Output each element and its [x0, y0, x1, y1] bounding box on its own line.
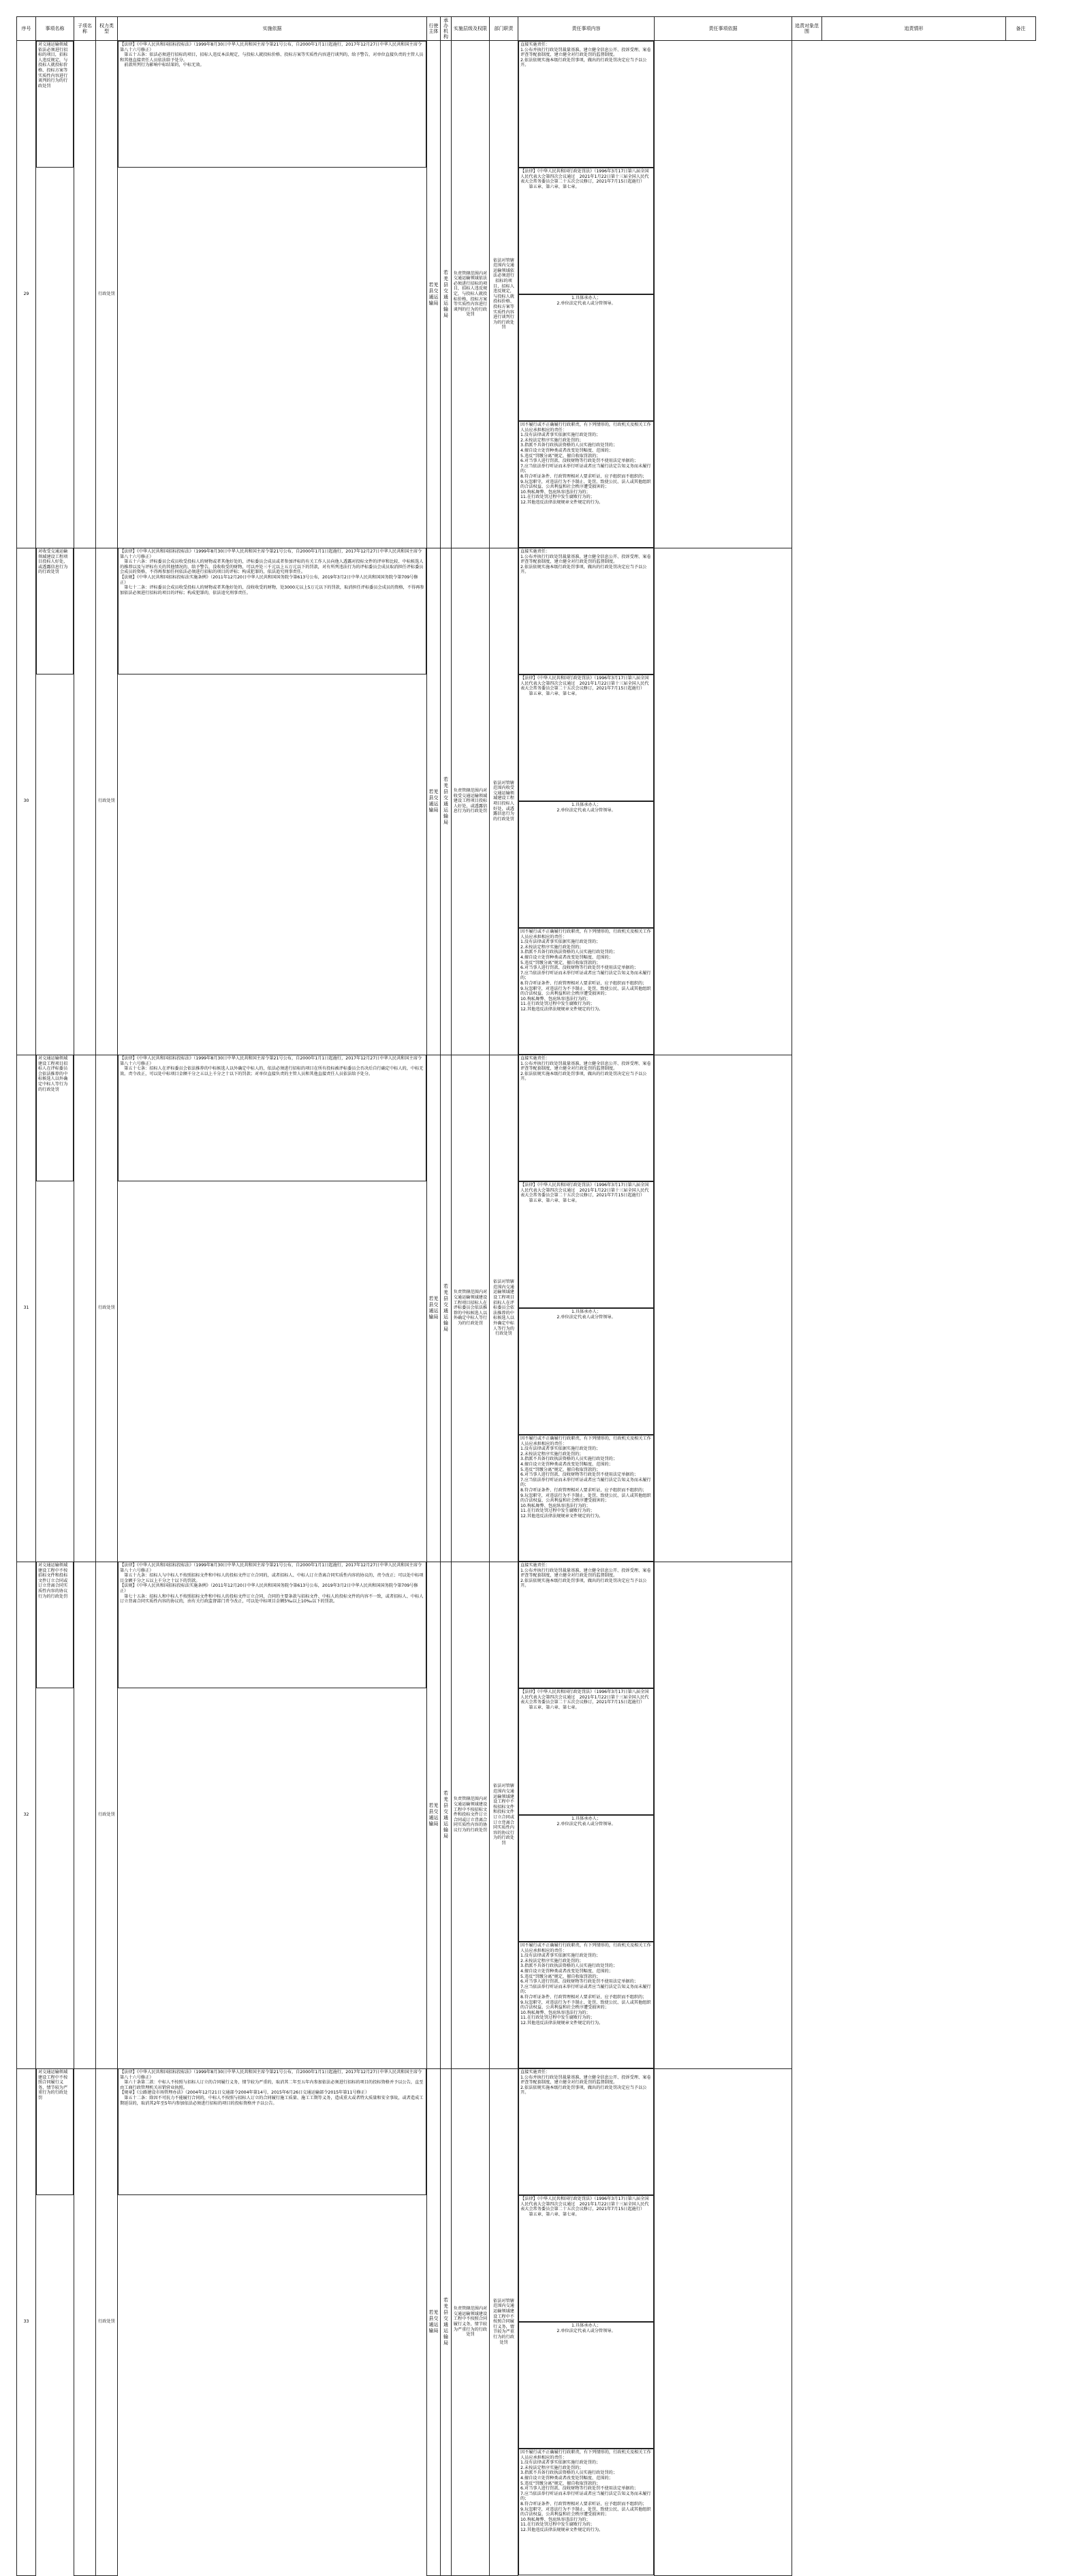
- responsibility-content: 直接实施责任： 1.公布并执行行政处罚裁量基准，建立健全信息公开、投诉受理、案卷评查等配套制度，建立健全对行政处罚的监督制度。 2.依法依规实施本级行政处罚事项，做出的行政处罚决定应当予以公开。: [518, 1055, 654, 1181]
- accountability-situations: 因不履行或不正确履行行政职责，有下列情形的，行政机关及相关工作人员应承担相应的责任： 1.没有法律或者事实依据实施行政处罚的； 2.未按法定程序实施行政处罚的； 3.指派不具备行政执法资格的人员实施行政处罚的； 4.擅自设立处罚种类或者改变处罚幅度、范围的； 5.违反“罚缴分离”规定，擅自收取罚款的； 6.对当事人进行罚款、没收财物等行政处罚不使用法定单据的； 7.应当依法举行听证而未举行听证或者应当履行法定告知义务而未履行的； 8.符合听证条件、行政管理相对人要求听证，应予组织而不组织的； 9.玩忽职守，对违法行为不予制止、处罚，致使公民、法人或其他组织的合法权益、公共利益和社会秩序遭受损害的； 10.徇私舞弊、包庇纵容违法行为的； 11.在行政处罚过程中发生腐败行为的； 12.其他违反法律法规规章文件规定的行为。: [518, 1435, 654, 1562]
- header-cell: 追责情形: [822, 17, 1006, 41]
- responsibility-content: 直接实施责任： 1.公布并执行行政处罚裁量基准，建立健全信息公开、投诉受理、案卷评查等配套制度，建立健全对行政处罚的监督制度。 2.依法依规实施本级行政处罚事项，做出的行政处罚决定应当予以公开。: [518, 2068, 654, 2195]
- responsibility-basis: 【法律】《中华人民共和国行政处罚法》（1996年3月17日第八届全国人民代表大会第四次会议通过 2021年1月22日第十三届全国人民代表大会常务委员会第二十五次会议修订，2021年7月15日起施行） 第五章、第六章、第七章。: [518, 168, 654, 294]
- responsibility-basis: 【法律】《中华人民共和国行政处罚法》（1996年3月17日第八届全国人民代表大会第四次会议通过 2021年1月22日第十三届全国人民代表大会常务委员会第二十五次会议修订，2021年7月15日起施行） 第五章、第六章、第七章。: [518, 1181, 654, 1308]
- accountability-target: 1.具体承办人； 2.单位法定代表人或分管领导。: [518, 801, 654, 928]
- table-row: [17, 2068, 1036, 2575]
- row-number: 33: [17, 2068, 36, 2575]
- header-cell: 权力类型: [96, 17, 118, 41]
- legal-basis: 【法律】《中华人民共和国招标投标法》（1999年8月30日中华人民共和国主席令第21号公布，自2000年1月1日起施行，2017年12月27日中华人民共和国主席令第八十六号修正） 第五十七条：招标人在评标委员会依法推荐的中标候选人以外确定中标人的，依法必须进行招标的项目在所有投标被评标委员会否决后自行确定中标人的，中标无效。责令改正，可以处中标项目金额千分之五以上千分之十以下的罚款；对单位直接负责的主管人员和其他直接责任人员依法给予处分。: [118, 1055, 426, 1181]
- accountability-target: 1.具体承办人； 2.单位法定代表人或分管领导。: [518, 294, 654, 421]
- row-number: 32: [17, 1562, 36, 2068]
- item-name: 对交通运输领域建设工程中不按照合同履行义务，情节较为严重行为的行政处罚: [36, 2068, 74, 2195]
- responsibility-basis: 【法律】《中华人民共和国行政处罚法》（1996年3月17日第八届全国人民代表大会第四次会议通过 2021年1月22日第十三届全国人民代表大会常务委员会第二十五次会议修订，2021年7月15日起施行） 第五章、第六章、第七章。: [518, 674, 654, 801]
- row-number: 29: [17, 41, 36, 548]
- handling-organ: 若羌县交通运输局: [441, 548, 452, 1055]
- exercising-subject: 若羌县交通运输局: [427, 41, 441, 548]
- remark: [655, 41, 792, 548]
- responsibility-content: 直接实施责任： 1.公布并执行行政处罚裁量基准，建立健全信息公开、投诉受理、案卷评查等配套制度，建立健全对行政处罚的监督制度。 2.依法依规实施本级行政处罚事项，做出的行政处罚决定应当予以公开。: [518, 1562, 654, 1688]
- sub-item-name: [74, 1055, 96, 1562]
- accountability-target: 1.具体承办人； 2.单位法定代表人或分管领导。: [518, 1308, 654, 1435]
- table-row: [17, 41, 1036, 548]
- sub-item-name: [74, 1562, 96, 2068]
- implementation-scope: 负责管辖范围内对交通运输领域依法必须进行招标的项目，招标人违反规定，与投标人就投标价格、投标方案等实质性内容进行谈判的行为的行政处罚: [452, 41, 490, 548]
- department-duty: 依法对管辖范围内交通运输领域建设工程中不按招标文件和投标文件订立合同或订立背离合同实质性内容的协议行为的行政处罚: [490, 1562, 518, 2068]
- header-cell: 行使主体: [427, 17, 441, 41]
- power-type: 行政处罚: [96, 1562, 118, 2068]
- exercising-subject: 若羌县交通运输局: [427, 548, 441, 1055]
- sub-item-name: [74, 548, 96, 1055]
- implementation-scope: 负责管辖范围内对交通运输领域建设工程中不按照合同履行义务，情节较为严重行为的行政处罚: [452, 2068, 490, 2575]
- accountability-target: 1.具体承办人； 2.单位法定代表人或分管领导。: [518, 2322, 654, 2449]
- header-cell: 实施依据: [118, 17, 427, 41]
- legal-basis: 【法律】《中华人民共和国招标投标法》（1999年8月30日中华人民共和国主席令第21号公布，自2000年1月1日起施行，2017年12月27日中华人民共和国主席令第八十六号修正） 第六十条第二款：中标人不按照与招标人订立的合同履行义务，情节较为严重的，取消其二年至五年内参加依法必须进行招标的项目的投标资格并予以公告，直至由工商行政管理机关吊销营业执照。 【规章】《公路建设市场管理办法》（2004年12月21日交通部令2004年第14号，2015年6月26日交通运输部令2015年第11号修正） 第五十二条：除因不可抗力不能履行合同的，中标人不按照与招标人订立的合同履行施工质量、施工工期等义务，造成重大或者特大质量和安全事故，或者造成工期延误的，取消其2年至5年内参加依法必须进行招标的项目的投标资格并予以公告。: [118, 2068, 426, 2195]
- department-duty: 依法对管辖范围内交通运输领域建设工程项目招标人在评标委员会依法推荐的中标候选人以外确定中标人等行为的行政处罚: [490, 1055, 518, 1562]
- department-duty: 依法对管辖范围内交通运输领域依法必须进行招标的项目，招标人违反规定，与投标人就投标价格、投标方案等实质性内容进行谈判行为的行政处罚: [490, 41, 518, 548]
- handling-organ: 若羌县交通运输局: [441, 41, 452, 548]
- power-type: 行政处罚: [96, 1055, 118, 1562]
- accountability-target: 1.具体承办人； 2.单位法定代表人或分管领导。: [518, 1815, 654, 1942]
- header-cell: 实施层级及权限: [452, 17, 490, 41]
- header-row: [17, 17, 1036, 41]
- header-cell: 责任事项内容: [518, 17, 655, 41]
- power-type: 行政处罚: [96, 2068, 118, 2575]
- table-row: [17, 1562, 1036, 2068]
- header-cell: 承办机构: [441, 17, 452, 41]
- item-name: 对交通运输领域建设工程项目招标人在评标委员会依法推荐的中标候选人以外确定中标人等行为的行政处罚: [36, 1055, 74, 1181]
- responsibility-content: 直接实施责任： 1.公布并执行行政处罚裁量基准，建立健全信息公开、投诉受理、案卷评查等配套制度，建立健全对行政处罚的监督制度。 2.依法依规实施本级行政处罚事项，做出的行政处罚决定应当予以公开。: [518, 548, 654, 674]
- header-cell: 部门职责: [490, 17, 518, 41]
- handling-organ: 若羌县交通运输局: [441, 2068, 452, 2575]
- handling-organ: 若羌县交通运输局: [441, 1562, 452, 2068]
- accountability-situations: 因不履行或不正确履行行政职责，有下列情形的，行政机关及相关工作人员应承担相应的责任： 1.没有法律或者事实依据实施行政处罚的； 2.未按法定程序实施行政处罚的； 3.指派不具备行政执法资格的人员实施行政处罚的； 4.擅自设立处罚种类或者改变处罚幅度、范围的； 5.违反“罚缴分离”规定，擅自收取罚款的； 6.对当事人进行罚款、没收财物等行政处罚不使用法定单据的； 7.应当依法举行听证而未举行听证或者应当履行法定告知义务而未履行的； 8.符合听证条件、行政管理相对人要求听证，应予组织而不组织的； 9.玩忽职守，对违法行为不予制止、处罚，致使公民、法人或其他组织的合法权益、公共利益和社会秩序遭受损害的； 10.徇私舞弊、包庇纵容违法行为的； 11.在行政处罚过程中发生腐败行为的； 12.其他违反法律法规规章文件规定的行为。: [518, 2449, 654, 2575]
- exercising-subject: 若羌县交通运输局: [427, 1562, 441, 2068]
- header-cell: 备注: [1006, 17, 1036, 41]
- header-cell: 追责对象范围: [792, 17, 822, 41]
- remark: [655, 1055, 792, 1562]
- item-name: 对收受交通运输领域建设工程项目投标人好处，或透露信息行为的行政处罚: [36, 548, 74, 674]
- header-cell: 序号: [17, 17, 36, 41]
- table-row: [17, 1055, 1036, 1562]
- handling-organ: 若羌县交通运输局: [441, 1055, 452, 1562]
- item-name: 对交通运输领域建设工程中不按招标文件和投标文件订立合同或订立背离合同实质性内容的协议行为的行政处罚: [36, 1562, 74, 1688]
- department-duty: 依法对管辖范围内收受交通运输领域建设工程项目投标人好处，或透露信息行为的行政处罚: [490, 548, 518, 1055]
- implementation-scope: 负责管辖范围内对交通运输领域建设工程中不按招标文件和投标文件订立合同或订立背离合同实质性内容的协议行为的行政处罚: [452, 1562, 490, 2068]
- item-name: 对交通运输领域依法必须进行招标的项目，招标人违反规定，与投标人就投标价格、投标方案等实质性内容进行谈判的行为的行政处罚: [36, 41, 74, 168]
- header-cell: 事项名称: [36, 17, 74, 41]
- power-type: 行政处罚: [96, 548, 118, 1055]
- legal-basis: 【法律】《中华人民共和国招标投标法》（1999年8月30日中华人民共和国主席令第21号公布，自2000年1月1日起施行，2017年12月27日中华人民共和国主席令第八十六号修正） 第五十六条：评标委员会成员收受投标人的财物或者其他好处的，评标委员会成员或者参加评标的有关工作人员向他人透露对投标文件的评审和比较、中标候选人的推荐以及与评标有关的其他情况的，给予警告，没收收受的财物，可以并处三千元以上五万元以下的罚款，对有所列违法行为的评标委员会成员取消担任评标委员会成员的资格，不得再参加任何依法必须进行招标的项目的评标；构成犯罪的，依法追究刑事责任。 【法规】《中华人民共和国招标投标法实施条例》（2011年12月20日中华人民共和国国务院令第613号公布，2019年3月2日中华人民共和国国务院令第709号修正） 第七十二条：评标委员会成员收受投标人的财物或者其他好处的，没收收受的财物，处3000元以上5万元以下的罚款，取消担任评标委员会成员的资格，不得再参加依法必须进行招标的项目的评标；构成犯罪的，依法追究刑事责任。: [118, 548, 426, 674]
- responsibility-basis: 【法律】《中华人民共和国行政处罚法》（1996年3月17日第八届全国人民代表大会第四次会议通过 2021年1月22日第十三届全国人民代表大会常务委员会第二十五次会议修订，2021年7月15日起施行） 第五章、第六章、第七章。: [518, 2195, 654, 2322]
- legal-basis: 【法律】《中华人民共和国招标投标法》（1999年8月30日中华人民共和国主席令第21号公布，自2000年1月1日起施行，2017年12月27日中华人民共和国主席令第八十六号修正） 第五十九条：招标人与中标人不按照招标文件和中标人的投标文件订立合同的，或者招标人、中标人订立背离合同实质性内容的协议的，责令改正；可以处中标项目金额千分之五以上千分之十以下的罚款。 【法规】《中华人民共和国招标投标法实施条例》（2011年12月20日中华人民共和国国务院令第613号公布，2019年3月2日中华人民共和国国务院令第709号修正） 第七十五条：招标人和中标人不按照招标文件和中标人的投标文件订立合同，合同的主要条款与招标文件、中标人的投标文件的内容不一致，或者招标人、中标人订立背离合同实质性内容的协议的，由有关行政监督部门责令改正，可以处中标项目金额5‰以上10‰以下的罚款。: [118, 1562, 426, 1688]
- accountability-situations: 因不履行或不正确履行行政职责，有下列情形的，行政机关及相关工作人员应承担相应的责任： 1.没有法律或者事实依据实施行政处罚的； 2.未按法定程序实施行政处罚的； 3.指派不具备行政执法资格的人员实施行政处罚的； 4.擅自设立处罚种类或者改变处罚幅度、范围的； 5.违反“罚缴分离”规定，擅自收取罚款的； 6.对当事人进行罚款、没收财物等行政处罚不使用法定单据的； 7.应当依法举行听证而未举行听证或者应当履行法定告知义务而未履行的； 8.符合听证条件、行政管理相对人要求听证，应予组织而不组织的； 9.玩忽职守，对违法行为不予制止、处罚，致使公民、法人或其他组织的合法权益、公共利益和社会秩序遭受损害的； 10.徇私舞弊、包庇纵容违法行为的； 11.在行政处罚过程中发生腐败行为的； 12.其他违反法律法规规章文件规定的行为。: [518, 421, 654, 548]
- responsibility-content: 直接实施责任： 1.公布并执行行政处罚裁量基准，建立健全信息公开、投诉受理、案卷评查等配套制度，建立健全对行政处罚的监督制度。 2.依法依规实施本级行政处罚事项，做出的行政处罚决定应当予以公开。: [518, 41, 654, 168]
- power-list-table: [16, 16, 1036, 2576]
- legal-basis: 【法律】《中华人民共和国招标投标法》（1999年8月30日中华人民共和国主席令第21号公布，自2000年1月1日起施行，2017年12月27日中华人民共和国主席令第八十六号修正） 第五十五条：依法必须进行招标的项目，招标人违反本法规定，与投标人就投标价格、投标方案等实质性内容进行谈判的，给予警告，对单位直接负责的主管人员和其他直接责任人员依法给予处分。 前款所列行为影响中标结果的，中标无效。: [118, 41, 426, 168]
- power-type: 行政处罚: [96, 41, 118, 548]
- remark: [655, 2068, 792, 2575]
- exercising-subject: 若羌县交通运输局: [427, 1055, 441, 1562]
- department-duty: 依法对管辖范围内交通运输领域建设工程中不按照合同履行义务，情节较为严重行为的行政处罚: [490, 2068, 518, 2575]
- accountability-situations: 因不履行或不正确履行行政职责，有下列情形的，行政机关及相关工作人员应承担相应的责任： 1.没有法律或者事实依据实施行政处罚的； 2.未按法定程序实施行政处罚的； 3.指派不具备行政执法资格的人员实施行政处罚的； 4.擅自设立处罚种类或者改变处罚幅度、范围的； 5.违反“罚缴分离”规定，擅自收取罚款的； 6.对当事人进行罚款、没收财物等行政处罚不使用法定单据的； 7.应当依法举行听证而未举行听证或者应当履行法定告知义务而未履行的； 8.符合听证条件、行政管理相对人要求听证，应予组织而不组织的； 9.玩忽职守，对违法行为不予制止、处罚，致使公民、法人或其他组织的合法权益、公共利益和社会秩序遭受损害的； 10.徇私舞弊、包庇纵容违法行为的； 11.在行政处罚过程中发生腐败行为的； 12.其他违反法律法规规章文件规定的行为。: [518, 1942, 654, 2068]
- header-cell: 责任事项依据: [655, 17, 792, 41]
- sub-item-name: [74, 2068, 96, 2575]
- implementation-scope: 负责管辖范围内对交通运输领域建设工程项目招标人在评标委员会依法推荐的中标候选人以外确定中标人等行为的行政处罚: [452, 1055, 490, 1562]
- responsibility-basis: 【法律】《中华人民共和国行政处罚法》（1996年3月17日第八届全国人民代表大会第四次会议通过 2021年1月22日第十三届全国人民代表大会常务委员会第二十五次会议修订，2021年7月15日起施行） 第五章、第六章、第七章。: [518, 1688, 654, 1815]
- row-number: 31: [17, 1055, 36, 1562]
- exercising-subject: 若羌县交通运输局: [427, 2068, 441, 2575]
- sub-item-name: [74, 41, 96, 548]
- table-row: [17, 548, 1036, 1055]
- remark: [655, 548, 792, 1055]
- accountability-situations: 因不履行或不正确履行行政职责，有下列情形的，行政机关及相关工作人员应承担相应的责任： 1.没有法律或者事实依据实施行政处罚的； 2.未按法定程序实施行政处罚的； 3.指派不具备行政执法资格的人员实施行政处罚的； 4.擅自设立处罚种类或者改变处罚幅度、范围的； 5.违反“罚缴分离”规定，擅自收取罚款的； 6.对当事人进行罚款、没收财物等行政处罚不使用法定单据的； 7.应当依法举行听证而未举行听证或者应当履行法定告知义务而未履行的； 8.符合听证条件、行政管理相对人要求听证，应予组织而不组织的； 9.玩忽职守，对违法行为不予制止、处罚，致使公民、法人或其他组织的合法权益、公共利益和社会秩序遭受损害的； 10.徇私舞弊、包庇纵容违法行为的； 11.在行政处罚过程中发生腐败行为的； 12.其他违反法律法规规章文件规定的行为。: [518, 928, 654, 1055]
- remark: [655, 1562, 792, 2068]
- header-cell: 子项名称: [74, 17, 96, 41]
- row-number: 30: [17, 548, 36, 1055]
- implementation-scope: 负责管辖范围内对收受交通运输领域建设工程项目投标人好处，或透露信息行为的行政处罚: [452, 548, 490, 1055]
